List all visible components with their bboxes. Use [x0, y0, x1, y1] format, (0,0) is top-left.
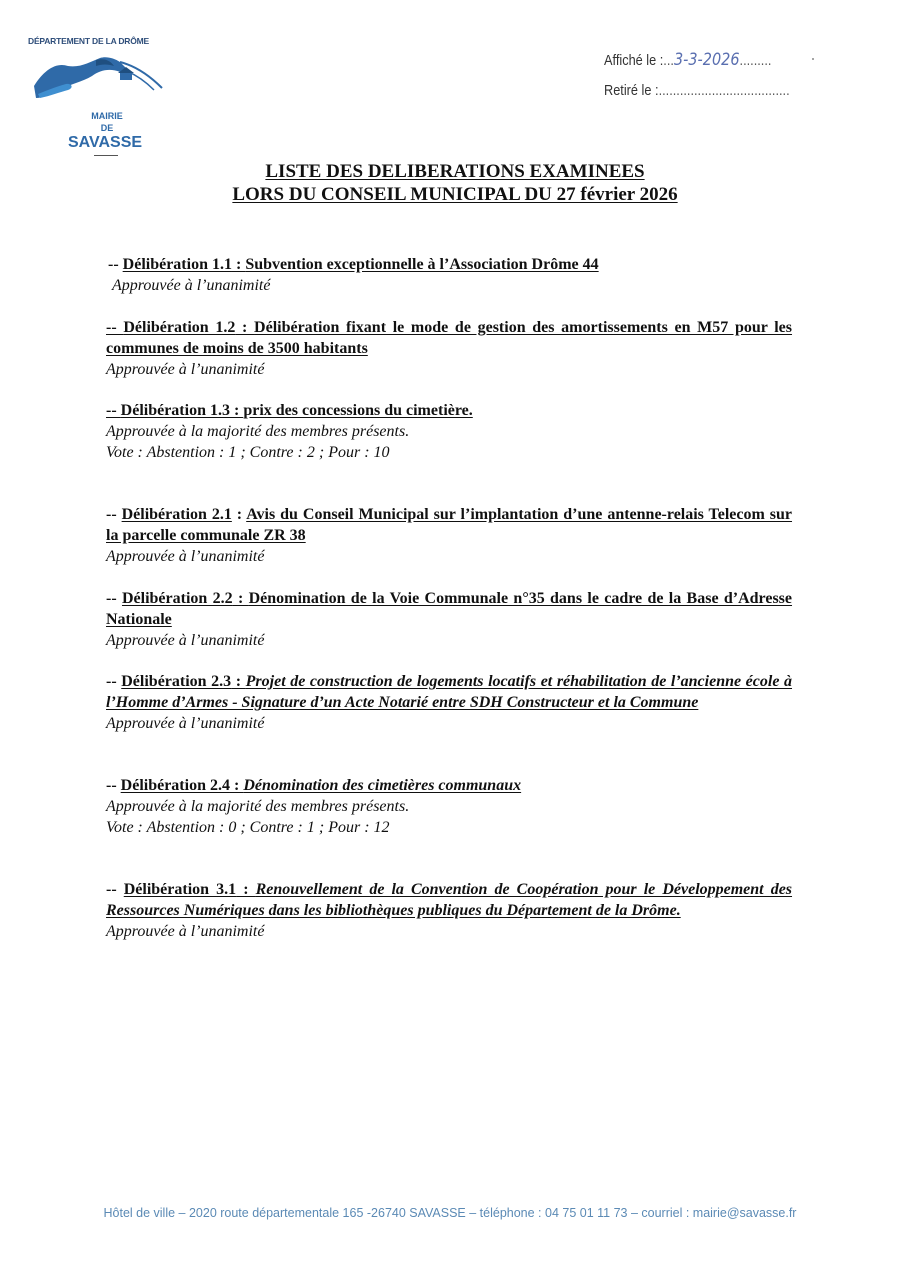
retire-label: Retiré le : [604, 82, 659, 99]
mairie-label: MAIRIE DE [91, 111, 123, 133]
deliberation-item: -- Délibération 2.1 : Avis du Conseil Municipal sur l’implantation d’une antenne-relais Telecom sur la parcelle communale ZR 38 Approuvée à l’unanimité [106, 506, 793, 565]
deliberation-item: -- Délibération 1.3 : prix des concessions du cimetière. Approuvée à la majorité des membres présents. Vote : Abstention : 1 ; Contre : 2 ; Pour : 10 [106, 400, 792, 463]
affiche-line: Affiché le :...3-3-2026......... [604, 50, 772, 70]
deliberation-result: Approuvée à l’unanimité [106, 923, 265, 940]
deliberation-item: -- Délibération 1.2 : Délibération fixant le mode de gestion des amortissements en M57 pour les communes de moins de 3500 habitants Approuvée à l’unanimité [106, 319, 793, 378]
retire-line: Retiré le :..................................... [604, 82, 790, 99]
scan-speck [812, 58, 814, 60]
deliberation-item: -- Délibération 2.2 : Dénomination de la Voie Communale n°35 dans le cadre de la Base d’Adresse Nationale Approuvée à l’unanimité [106, 590, 793, 649]
posting-stamp [604, 50, 790, 114]
affiche-label: Affiché le : [604, 52, 664, 69]
deliberation-item: -- Délibération 1.1 : Subvention exceptionnelle à l’Association Drôme 44 Approuvée à l’unanimité [106, 254, 792, 296]
deliberation-result: Approuvée à l’unanimité [106, 361, 265, 378]
deliberation-vote: Vote : Abstention : 1 ; Contre : 2 ; Pour : 10 [106, 444, 390, 461]
deliberation-result: Approuvée à la majorité des membres présents. [106, 423, 410, 440]
deliberation-vote: Vote : Abstention : 0 ; Contre : 1 ; Pour : 12 [106, 819, 390, 836]
town-name: SAVASSE [67, 134, 143, 151]
deliberation-result: Approuvée à l’unanimité [112, 277, 271, 294]
deliberation-item: -- Délibération 2.3 : Projet de construction de logements locatifs et réhabilitation de l’ancienne école à l’Homme d’Armes - Signature d’un Acte Notarié entre SDH Constructeur et la Commune Approuvée à l’unanimité [106, 673, 793, 732]
logo-divider [94, 155, 118, 156]
deliberation-item: -- Délibération 2.4 : Dénomination des cimetières communaux Approuvée à la majorité des membres présents. Vote : Abstention : 0 ; Contre : 1 ; Pour : 12 [106, 775, 792, 838]
deliberation-result: Approuvée à l’unanimité [106, 715, 265, 732]
page-footer: Hôtel de ville – 2020 route départementale 165 -26740 SAVASSE – téléphone : 04 75 01 11 73 – courriel : mairie@savasse.fr [103, 1206, 797, 1220]
deliberation-item: -- Délibération 3.1 : Renouvellement de la Convention de Coopération pour le Développement des Ressources Numériques dans les bibliothèques publiques du Département de la Drôme. Approuvée à l’unanimité [106, 881, 793, 940]
deliberation-result: Approuvée à l’unanimité [106, 548, 265, 565]
drome-landscape-icon [24, 48, 174, 118]
page-title: LISTE DES DELIBERATIONS EXAMINEES LORS DU CONSEIL MUNICIPAL DU 27 février 2026 [232, 161, 678, 205]
deliberation-result: Approuvée à l’unanimité [106, 632, 265, 649]
mairie-logo [24, 36, 174, 161]
department-name: DÉPARTEMENT DE LA DRÔME [28, 36, 150, 46]
deliberation-result: Approuvée à la majorité des membres présents. [106, 798, 410, 815]
affiche-date: 3-3-2026 [673, 50, 740, 70]
